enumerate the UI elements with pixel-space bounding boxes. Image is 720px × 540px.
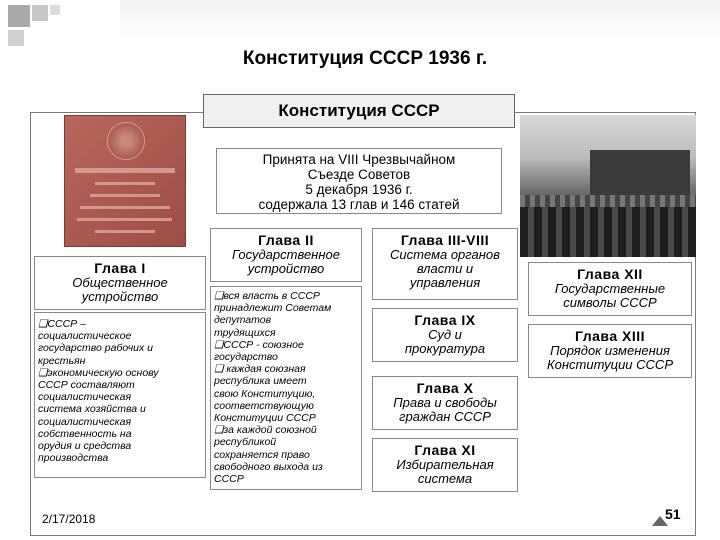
list-item: Конституции СССР bbox=[214, 412, 316, 425]
list-item: социалистическая bbox=[38, 391, 132, 404]
list-item: собственность на bbox=[38, 427, 132, 440]
chapter-13-title: Глава XIII bbox=[574, 328, 646, 344]
adoption-line-2: Съезде Советов bbox=[307, 167, 411, 182]
list-item: крестьян bbox=[38, 354, 86, 367]
slide-date: 2/17/2018 bbox=[42, 512, 96, 526]
seat-rows bbox=[520, 195, 696, 207]
chapter-3-8-subtitle-2: власти и bbox=[416, 261, 474, 276]
chapter-10-subtitle-2: граждан СССР bbox=[399, 409, 491, 424]
chapter-11-subtitle-1: Избирательная bbox=[396, 457, 494, 472]
page-number: 51 bbox=[665, 506, 681, 522]
list-item: сохраняется право bbox=[214, 448, 310, 461]
list-item: ❑ каждая союзная bbox=[214, 363, 306, 376]
adoption-line-1: Принята на VIII Чрезвычайном bbox=[262, 152, 456, 167]
chapter-9-box bbox=[372, 308, 518, 362]
list-item: производства bbox=[38, 452, 109, 465]
list-item: ❑СССР - союзное bbox=[214, 338, 304, 351]
list-item: ❑за каждой союзной bbox=[214, 424, 317, 437]
list-item: ❑СССР – bbox=[38, 318, 86, 330]
congress-photo bbox=[520, 115, 696, 257]
corner-square-4 bbox=[50, 5, 60, 15]
list-item: социалистическая bbox=[38, 415, 132, 428]
adoption-info-box bbox=[216, 148, 502, 214]
corner-square-2 bbox=[32, 5, 48, 21]
list-item: депутатов bbox=[214, 314, 272, 327]
chapter-10-subtitle-1: Права и свободы bbox=[393, 395, 497, 410]
list-item: соответствующую bbox=[214, 399, 314, 412]
chapter-11-title: Глава XI bbox=[414, 442, 476, 458]
adoption-line-4: содержала 13 глав и 146 статей bbox=[258, 197, 460, 212]
chapter-10-box bbox=[372, 376, 518, 430]
audience-crowd bbox=[520, 207, 696, 257]
chapter-12-subtitle-2: символы СССР bbox=[563, 295, 657, 310]
list-item: ❑экономическую основу bbox=[38, 366, 159, 379]
chapter-1-subtitle-2: устройство bbox=[81, 289, 159, 304]
chapter-11-subtitle-2: система bbox=[417, 471, 473, 486]
chapter-1-box bbox=[34, 256, 206, 310]
chapter-2-title: Глава II bbox=[258, 232, 314, 248]
list-item: республика имеет bbox=[214, 375, 307, 388]
list-item: государство рабочих и bbox=[38, 342, 154, 355]
page-title: Конституция СССР 1936 г. bbox=[242, 48, 488, 69]
chapter-1-list bbox=[38, 318, 206, 464]
list-item: свободного выхода из bbox=[214, 460, 323, 473]
list-item: свою Конституцию, bbox=[214, 387, 316, 400]
corner-square-1 bbox=[8, 5, 30, 27]
chapter-3-8-title: Глава III-VIII bbox=[400, 232, 490, 248]
chapter-12-subtitle-1: Государственные bbox=[554, 281, 666, 296]
chapter-13-subtitle-2: Конституции СССР bbox=[547, 357, 673, 372]
coat-of-arms-icon bbox=[107, 122, 145, 160]
corner-square-3 bbox=[8, 30, 24, 46]
chapter-3-8-box bbox=[372, 228, 518, 300]
chapter-3-8-subtitle-3: управления bbox=[409, 275, 481, 290]
chapter-1-title: Глава I bbox=[94, 260, 146, 276]
list-item: ❑вся власть в СССР bbox=[214, 290, 320, 302]
chapter-12-title: Глава XII bbox=[577, 266, 643, 282]
list-item: социалистическое bbox=[38, 330, 132, 343]
list-item: система хозяйства и bbox=[38, 403, 146, 416]
chapter-10-title: Глава X bbox=[416, 380, 474, 396]
chapter-2-subtitle-1: Государственное bbox=[232, 247, 340, 262]
chapter-11-box bbox=[372, 438, 518, 492]
chapter-9-title: Глава IX bbox=[414, 312, 476, 328]
list-item: СССР bbox=[214, 473, 244, 486]
chapter-12-box bbox=[528, 262, 692, 316]
chapter-1-subtitle-1: Общественное bbox=[72, 275, 168, 290]
chapter-9-subtitle-2: прокуратура bbox=[404, 341, 486, 356]
constitution-header-box: Конституция СССР bbox=[203, 94, 515, 128]
list-item: орудия и средства bbox=[38, 440, 132, 453]
list-item: СССР составляют bbox=[38, 379, 135, 392]
list-item: республикой bbox=[214, 436, 277, 449]
chapter-13-subtitle-1: Порядок изменения bbox=[550, 343, 670, 358]
constitution-cover-image bbox=[64, 115, 186, 247]
chapter-9-subtitle-1: Суд и bbox=[428, 327, 462, 342]
chapter-13-box bbox=[528, 324, 692, 378]
chapter-2-subtitle-2: устройство bbox=[247, 261, 325, 276]
list-item: трудящихся bbox=[214, 326, 276, 339]
list-item: государство bbox=[214, 351, 278, 364]
adoption-line-3: 5 декабря 1936 г. bbox=[305, 182, 413, 197]
top-gradient-bar bbox=[120, 0, 720, 40]
presidium-dais bbox=[590, 150, 690, 200]
list-item: принадлежит Советам bbox=[214, 302, 332, 315]
chapter-2-list bbox=[214, 290, 362, 485]
chapter-2-box bbox=[210, 228, 362, 282]
chapter-3-8-subtitle-1: Система органов bbox=[390, 247, 500, 262]
